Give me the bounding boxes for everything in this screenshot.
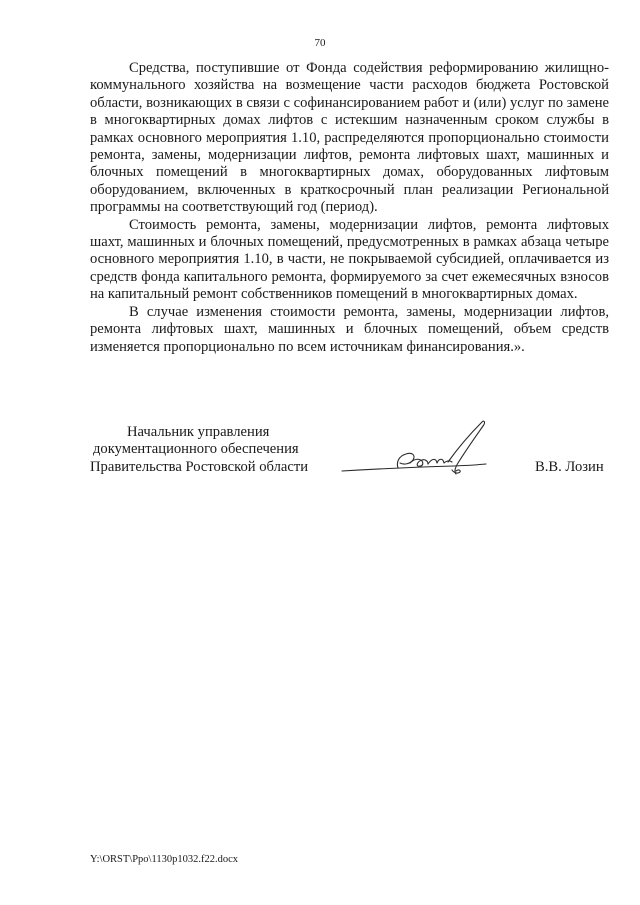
paragraph-cost-coverage: Стоимость ремонта, замены, модернизации лифтов, ремонта лифтовых шахт, машинных и блочных помещений, предусмотренных в рамках абзаца четыре основного мероприятия 1.10, в части, не покрываемой субсидией, оплачивается из средств фонда капитального ремонта, формируемого за счет ежемесячных взносов на капитальный ремонт собственников помещений в многоквартирных домах. [90,216,609,303]
handwritten-signature [336,418,492,488]
position-line-2: документационного обеспечения [93,441,299,458]
paragraph-cost-change: В случае изменения стоимости ремонта, замены, модернизации лифтов, ремонта лифтовых шахт, машинных и блочных помещений, объем средств изменяется пропорционально по всем источникам финансирования.». [90,303,609,355]
signatory-position [90,424,308,476]
document-body [90,60,609,356]
document-file-path: Y:\ORST\Ppo\1130p1032.f22.docx [90,854,238,865]
position-line-3: Правительства Ростовской области [90,458,309,475]
page-number: 70 [314,37,326,49]
signer-name: В.В. Лозин [535,459,604,475]
paragraph-funds-distribution: Средства, поступившие от Фонда содействия реформированию жилищно-коммунального хозяйства на возмещение части расходов бюджета Ростовской области, возникающих в связи с софинансированием работ и (или) услуг по замене в многоквартирных домах лифтов с истекшим назначенным сроком службы в рамках основного мероприятия 1.10, распределяются пропорционально стоимости ремонта, замены, модернизации лифтов, ремонта лифтовых шахт, машинных и блочных помещений в многоквартирных домах, оборудованных лифтовым оборудованием, включенных в краткосрочный план реализации Региональной программы на соответствующий год (период). [90,60,609,216]
position-line-1: Начальник управления [127,424,270,440]
